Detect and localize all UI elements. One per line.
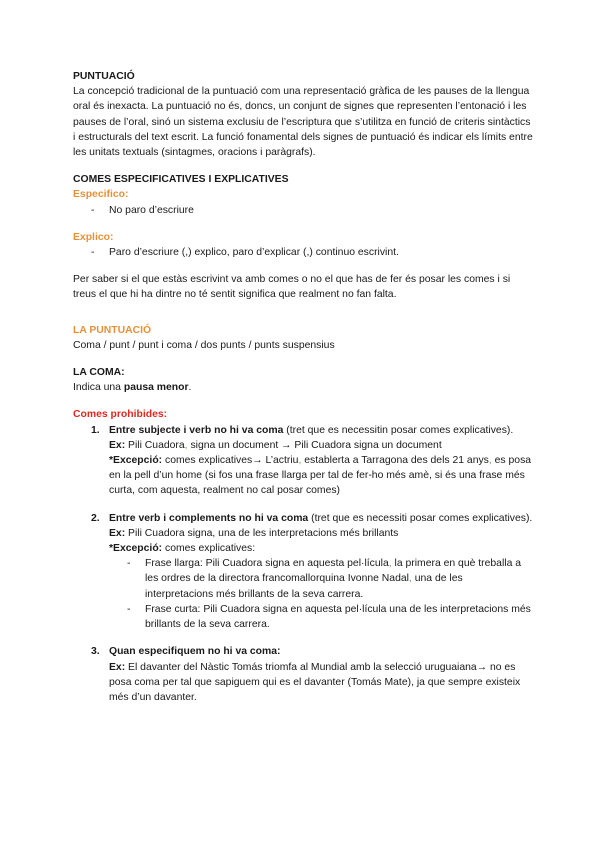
dash-bullet: - bbox=[127, 603, 131, 615]
rule-exception: *Excepció: comes explicatives→ L’actriu, establerta a Tarragona des dels 21 anys, es posa en la pell d’un home (si fos una frase llarga per tal de fer-ho més amè, si és una frase més curta, com aquesta, realment no cal posar comes) bbox=[109, 455, 532, 497]
punctuation-list: Coma / punt / punt i coma / dos punts / punts suspensius bbox=[73, 339, 335, 351]
rule-example: Ex: Pili Cuadora signa, una de les interpretacions més brillants bbox=[109, 527, 399, 539]
comes-note-paragraph: Per saber si el que estàs escrivint va amb comes o no el que has de fer és posar les comes i si treus el que hi ha dintre no té sentit significa que realment no fan falta. bbox=[73, 274, 511, 301]
section-heading-la-puntuacio: LA PUNTUACIÓ bbox=[73, 324, 152, 336]
dash-bullet: - bbox=[127, 558, 131, 570]
document-page bbox=[73, 69, 533, 705]
explico-label: Explico: bbox=[73, 231, 114, 243]
especifico-example: No paro d’escriure bbox=[109, 204, 194, 216]
list-item bbox=[73, 245, 533, 260]
dash-bullet: - bbox=[91, 204, 95, 216]
rule-title: Entre subjecte i verb no hi va coma (tret que es necessitin posar comes explicatives). bbox=[109, 424, 514, 436]
rule-example: Ex: El davanter del Nàstic Tomás triomfa al Mundial amb la selecció uruguaiana→ no es posa coma per tal que sapiguem qui es el davanter (Tomás Mate), ja que sempre existeix més d’un davanter. bbox=[109, 661, 521, 703]
comes-prohibides-heading: Comes prohibides: bbox=[73, 409, 168, 421]
list-item bbox=[73, 423, 533, 499]
item-number: 3. bbox=[91, 646, 100, 658]
section-heading-comes: COMES ESPECIFICATIVES I EXPLICATIVES bbox=[73, 174, 289, 186]
section-heading-puntuacio: PUNTUACIÓ bbox=[73, 71, 135, 82]
list-item bbox=[73, 511, 533, 633]
list-item bbox=[73, 203, 533, 218]
list-item bbox=[73, 644, 533, 705]
rule-exception: *Excepció: comes explicatives: bbox=[109, 543, 256, 555]
especifico-label: Especifico: bbox=[73, 189, 129, 201]
section-heading-la-coma: LA COMA: bbox=[73, 367, 125, 379]
prohibides-list bbox=[73, 423, 533, 705]
la-coma-intro: Indica una pausa menor. bbox=[73, 382, 192, 394]
rule-title: Entre verb i complements no hi va coma (tret que es necessiti posar comes explicatives). bbox=[109, 512, 533, 524]
sub-list-item: - Frase llarga: Pili Cuadora signa en aquesta pel·lícula, la primera en què treballa a les ordres de la directora francomallorquina Ivonne Nadal, una de les interpretacions més brillants de la seva carrera. bbox=[127, 558, 522, 600]
intro-paragraph: La concepció tradicional de la puntuació com una representació gràfica de les pauses de la llengua oral és inexacta. La puntuació no és, doncs, un conjunt de signes que representen l’entonació i les pauses de l’oral, sinó un sistema exclusiu de l’escriptura que s’utilitza en funció de criteris sintàctics i estructurals del text escrit. La funció fonamental dels signes de puntuació és indicar els límits entre les unitats textuals (sintagmes, oracions i paràgrafs). bbox=[73, 86, 533, 159]
rule-example: Ex: Pili Cuadora, signa un document → Pili Cuadora signa un document bbox=[109, 439, 442, 451]
dash-bullet: - bbox=[91, 247, 95, 259]
explico-example: Paro d’escriure (,) explico, paro d’explicar (,) continuo escrivint. bbox=[109, 247, 399, 259]
item-number: 1. bbox=[91, 424, 100, 436]
item-number: 2. bbox=[91, 512, 100, 524]
rule-title: Quan especifiquem no hi va coma: bbox=[109, 646, 281, 658]
sub-list-item: - Frase curta: Pili Cuadora signa en aquesta pel·lícula una de les interpretacions més brillants de la seva carrera. bbox=[127, 603, 531, 631]
